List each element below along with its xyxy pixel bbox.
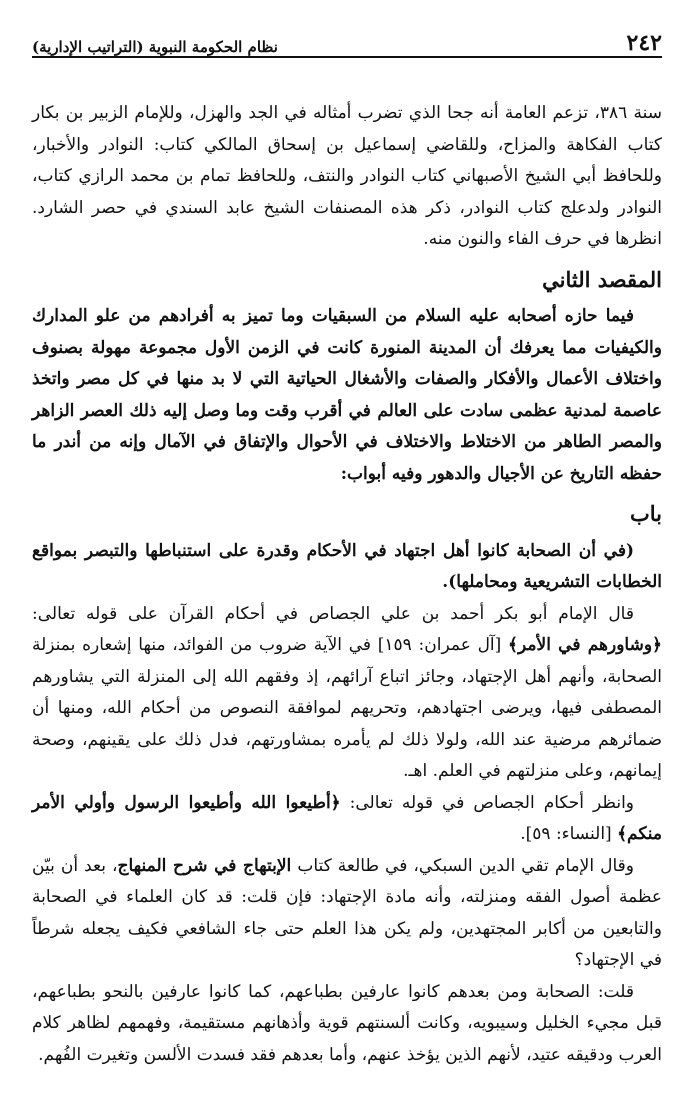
obey-intro: وانظر أحكام الجصاص في قوله تعالى: xyxy=(349,792,635,813)
jassas-intro: قال الإمام أبو بكر أحمد بن علي الجصاص في أحكام القرآن على قوله تعالى: xyxy=(32,603,634,624)
subki-book-title: الإبتهاج في شرح المنهاج xyxy=(117,855,292,876)
page xyxy=(32,28,662,1071)
running-title: نظام الحكومة النبوية (التراتيب الإدارية) xyxy=(32,38,278,56)
paragraph-jassas xyxy=(32,599,662,788)
page-number: ٢٤٢ xyxy=(626,30,662,56)
page-body xyxy=(32,98,662,1071)
jassas-text: [آل عمران: ١٥٩] في الآية ضروب من الفوائد، منها إشعاره بمنزلة الصحابة، وأنهم أهل الإجتهاد، وجائز اتباع آرائهم، إذ وفقهم الله إلى المنزلة التي يشاورهم المصطفى فيها، ويرضى اجتهادهم، وتحريهم لموافقة النصوص من أحكام الله، ومنها أن ضمائرهم مرضية عند الله، ولولا ذلك لم يأمره بمشاورتهم، فدل ذلك على يقينهم، وصحة إيمانهم، وعلى منزلتهم في العلم. اهـ. xyxy=(32,635,662,781)
obey-ref: [النساء: ٥٩]. xyxy=(520,824,612,844)
paragraph-subki xyxy=(32,851,662,977)
subki-intro: وقال الإمام تقي الدين السبكي، في طالعة كتاب xyxy=(297,855,634,876)
subki-text: ، بعد أن بيّن عظمة أصول الفقه ومنزلته، وأنه مادة الإجتهاد: فإن قلت: قد كان العلماء في الصحابة والتابعين من أكابر المجتهدين، ولم يكن هذا العلم حتى جاء الشافعي فكيف يجعله شرطاً في الإجتهاد؟ xyxy=(32,855,662,970)
running-header xyxy=(32,28,662,58)
chapter-title-paragraph: (في أن الصحابة كانوا أهل اجتهاد في الأحكام وقدرة على استنباطها والتبصر بمواقع الخطابات التشريعية ومحاملها). xyxy=(32,540,662,592)
chapter-heading: باب xyxy=(629,501,662,526)
verse-obey: ﴿أطيعوا الله وأطيعوا الرسول وأولي الأمر منكم﴾ xyxy=(32,792,662,844)
paragraph-1: سنة ٣٨٦، تزعم العامة أنه جحا الذي تضرب أمثاله في الجد والهزل، وللإمام الزبير بن بكار كتاب الفكاهة والمزاح، وللقاضي إسماعيل بن إسحاق المالكي كتاب: النوادر والأخبار، وللحافظ أبي الشيخ الأصبهاني كتاب النوادر والنتف، وللحافظ تمام بن محمد الرازي كتاب، النوادر ولدعلج كتاب النوادر، ذكر هذه المصنفات الشيخ عابد السندي في حصر الشارد. انظرها في حرف الفاء والنون منه. xyxy=(32,103,662,249)
section-intro-paragraph: فيما حازه أصحابه عليه السلام من السبقيات وما تميز به أفرادهم من علو المدارك والكيفيات مما يعرفك أن المدينة المنورة كانت في الزمن الأول مجموعة مهولة بصنوف واختلاف الأعمال والأفكار والصفات والأشغال الحياتية التي لا بد منها في كل مصر واتخذ عاصمة لمدنية عظمى سادت على العالم في أقرب وقت وما وصل إليه ذلك العصر الزاهر والمصر الطاهر من الاختلاط والاختلاف في الأحوال والإتفاق في الآمال وإنه من أندر ما حفظه التاريخ عن الأجيال والدهور وفيه أبواب: xyxy=(32,306,662,484)
paragraph-obey-verse xyxy=(32,788,662,851)
section-heading: المقصد الثاني xyxy=(542,266,662,292)
verse-shura: ﴿وشاورهم في الأمر﴾ xyxy=(508,635,663,655)
paragraph-answer: قلت: الصحابة ومن بعدهم كانوا عارفين بطباعهم، كما كانوا عارفين بالنحو بطباعهم، قبل مجيء الخليل وسيبويه، وكانت ألسنتهم قوية وأذهانهم مستقيمة، وفهمهم لظاهر كلام العرب ودقيقه عتيد، لأنهم الذين يؤخذ عنهم، وأما بعدهم فقد فسدت الألسن وتغيرت الفُهم. xyxy=(32,981,662,1065)
